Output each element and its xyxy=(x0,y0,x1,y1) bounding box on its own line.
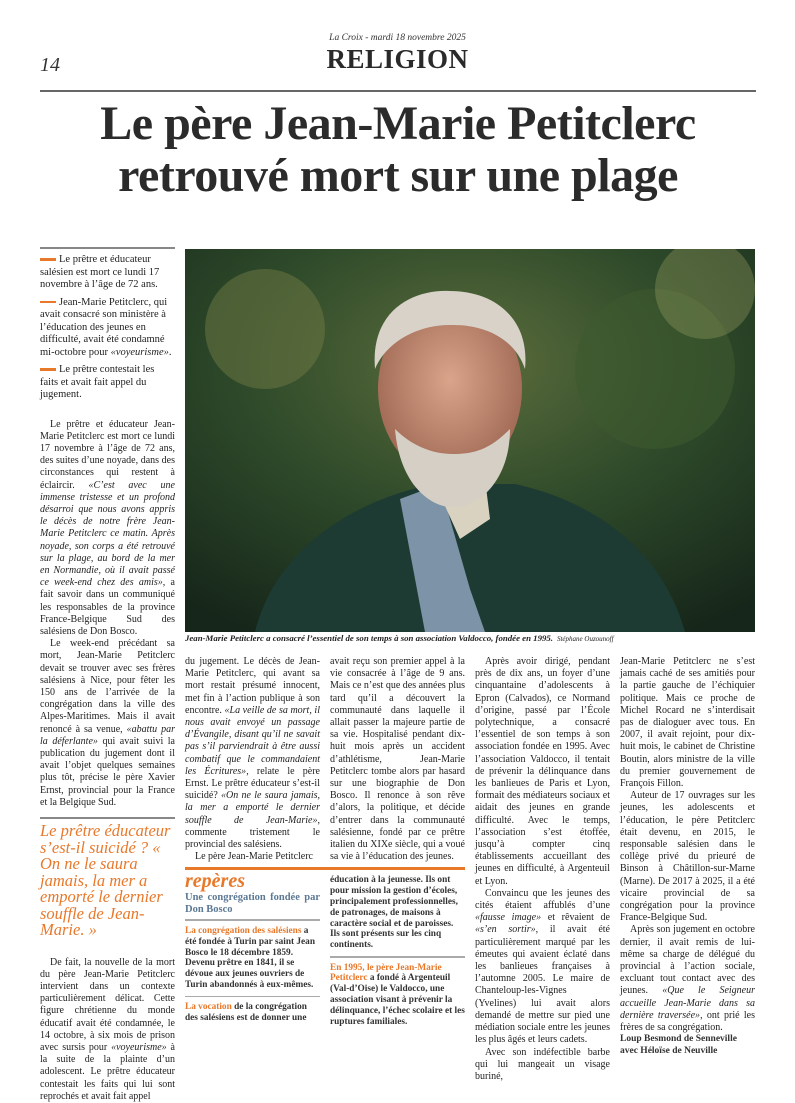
summary-bullets xyxy=(40,254,175,407)
text-run: Le père Jean-Marie Petitclerc xyxy=(195,851,313,863)
pull-quote-rule xyxy=(40,817,175,819)
byline-coauthor: avec Héloïse de Neuville xyxy=(620,1045,718,1056)
reperes-text: éducation à la jeunesse. Ils ont pour mission la gestion d’écoles, principalement professionnelles, de patronages, de maisons à caractère social et de paroisses. Ils sont présents sur les cinq continents. xyxy=(330,875,458,951)
text-run: , commente tristement le provincial des salésiens. xyxy=(185,814,320,851)
paragraph xyxy=(185,851,320,863)
byline-author: Loup Besmond de Senneville xyxy=(620,1034,737,1045)
paragraph xyxy=(40,419,175,639)
paragraph xyxy=(475,656,610,888)
text-run: Le prêtre et éducateur salésien est mort ce lundi 17 novembre à l’âge de 72 ans. xyxy=(40,254,160,290)
text-run: Le week-end précédant sa mort, Jean-Marie Petitclerc devait se trouver avec ses frères salésiens à Nice, pour fêter les 150 ans de l’arrivée de la congrégation dans la ville des Alpes-Maritimes. Mais il avait renoncé à sa venue, xyxy=(40,638,175,735)
headline-line-2: retrouvé mort sur une plage xyxy=(118,149,678,202)
article-continued xyxy=(40,957,175,1103)
text-run: avait reçu son premier appel à la vie consacrée à l’âge de 9 ans. Mais ce n’est que des années plus tard qu’il a découvert la communauté dans laquelle il allait passer la majeure partie de sa vie. Hospitalisé pendant dix-huit mois après un accident d’athlétisme, Jean-Marie Petitclerc tombe alors par hasard sur une biographie de Don Bosco. Il renonce à son rêve d’alors, la politique, et décide d’entrer dans la communauté salésienne, fondé par ce prêtre italien du XIXe siècle, qui a voué sa vie à l’éducation des jeunes. xyxy=(330,656,465,863)
quoted-text: «fausse image» xyxy=(475,912,542,924)
text-run: De fait, la nouvelle de la mort du père Jean-Marie Petitclerc intervient dans un contexte particulièrement délicat. Cette figure chrétienne du monde éducatif avait été condamnée, le 14 octobre, à six mois de prison avec sursis pour xyxy=(40,956,175,1053)
section-title: RELIGION xyxy=(326,44,469,74)
photo-caption xyxy=(185,633,755,643)
text-run: à la suite de la plainte d’un adolescent. Le prêtre éducateur contestait les faits qui lui sont reprochés et avait fait appel xyxy=(40,1041,175,1102)
page-number: 14 xyxy=(40,54,60,76)
text-run: Le prêtre contestait les faits et avait fait appel du jugement. xyxy=(40,364,155,400)
headline-line-1: Le père Jean-Marie Petitclerc xyxy=(100,97,696,150)
paragraph xyxy=(330,656,465,863)
header-rule xyxy=(40,90,756,92)
divider xyxy=(185,996,320,998)
paragraph xyxy=(40,957,175,1103)
quoted-text: «On ne le saura jamais, la mer a emporté le dernier souffle de Jean-Marie» xyxy=(185,790,320,826)
summary-item xyxy=(40,364,175,402)
article-lead xyxy=(40,419,175,810)
divider xyxy=(330,956,465,958)
reperes-subtitle: Une congrégation fondée par Don Bosco xyxy=(185,892,320,915)
summary-item xyxy=(40,297,175,360)
summary-item xyxy=(40,254,175,292)
left-column xyxy=(40,247,175,1103)
text-run: du jugement. Le décès de Jean-Marie Petitclerc, qui avant sa mort restait présumé innocent, met fin à l’action publique à son encontre. xyxy=(185,656,320,716)
text-run: Jean-Marie Petitclerc, qui avait consacré son ministère à l’éducation des jeunes en difficulté, avait été condamné mi-octobre pour xyxy=(40,296,168,358)
text-run: Après avoir dirigé, pendant près de dix ans, un foyer d’une cinquantaine d’adolescents à Epron (Calvados), ce Normand d’origine, passé par l’École polytechnique, a consacré l’essentiel de son temps à son association fondée en 1995. Avec l’association Valdocco, il tentait de prévenir la délinquance dans les banlieues de Paris et Lyon, formait des médiateurs sociaux et aidait des jeunes en grande difficulté. Avec le temps, l’association s’est étoffée, jusqu’à compter cinq établissements accueillant des jeunes en difficulté, à Argenteuil et Lyon. xyxy=(475,656,610,887)
reperes-item xyxy=(185,1002,320,1024)
text-run: Auteur de 17 ouvrages sur les jeunes, les adolescents et l’éducation, le père Petitclerc était devenu, en 2015, le responsable salésien dans le collège privé du prieuré de Binson à Châtillon-sur-Marne (Marne). De 2017 à 2025, il a été vicaire provincial de sa congrégation pour la province France-Belgique Sud. xyxy=(620,790,755,924)
reperes-highlight: La vocation xyxy=(185,1002,232,1013)
paragraph xyxy=(185,656,320,851)
quoted-text: «abattu par la déferlante» xyxy=(40,723,175,747)
summary-text xyxy=(40,297,172,358)
caption-text: Jean-Marie Petitclerc a consacré l’essentiel de son temps à son association Valdocco, fondée en 1995. xyxy=(185,633,553,643)
reperes-text: de la congrégation des salésiens est de donner une xyxy=(185,1002,307,1024)
text-run: Jean-Marie Petitclerc ne s’est jamais caché de ses amitiés pour la partie gauche de l’échiquier politique. Mais ce proche de Michel Rocard ne s’interdisait pas de dialoguer avec tous. En 2007, il avait rejoint, pour dix-huit mois, le cabinet de Christine Boutin, alors ministre de la ville du premier gouvernement de François Fillon. xyxy=(620,656,755,790)
summary-text xyxy=(40,254,159,290)
text-run: Après son jugement en octobre dernier, il avait remis de lui-même sa charge de délégué du provincial à l’action sociale, excluant tout contact avec des jeunes. xyxy=(620,924,755,997)
quoted-text: «La veille de sa mort, il nous avait envoyé un passage d’Évangile, disant qu’il ne savait pas s’il parviendrait à être aussi combatif que le commandaient les Écritures» xyxy=(185,704,320,777)
text-run: . xyxy=(168,346,172,358)
reperes-text: a fondé à Argenteuil (Val-d’Oise) le Valdocco, une association visant à prévenir la délinquance, l’échec scolaire et les ruptures familiales. xyxy=(330,973,465,1027)
article-column-4 xyxy=(475,656,610,1083)
paragraph xyxy=(475,888,610,1047)
text-run: , relate le père Ernst. Le prêtre éducateur s’est-il suicidé? xyxy=(185,765,320,802)
text-run: Avec son indéfectible barbe qui lui mangeait un visage buriné, xyxy=(475,1046,610,1082)
dateline: La Croix - mardi 18 novembre 2025 xyxy=(329,33,466,43)
orange-dash-icon xyxy=(40,301,56,304)
summary-rule xyxy=(40,247,175,249)
reperes-item xyxy=(185,926,320,991)
reperes-item xyxy=(330,963,465,1028)
portrait-photo xyxy=(185,249,755,632)
quoted-text: «s’en sortir» xyxy=(475,924,536,936)
pull-quote: Le prêtre éducateur s’est-il suicidé ? « On ne le saura jamais, la mer a emporté le dernier souffle de Jean-Marie. » xyxy=(40,821,171,939)
reperes-title: repères xyxy=(185,870,245,893)
orange-dash-icon xyxy=(40,368,56,371)
orange-dash-icon xyxy=(40,258,56,261)
text-run: et rêvaient de xyxy=(541,912,610,924)
paragraph xyxy=(40,638,175,809)
byline xyxy=(620,1034,755,1057)
article-column-2 xyxy=(185,656,320,1024)
photo-credit: Stéphane Ouzounoff xyxy=(556,635,614,643)
reperes-bar xyxy=(330,867,465,870)
quoted-text: «voyeurisme» xyxy=(111,1041,167,1053)
quoted-text: «Que le Seigneur accueille Jean-Marie dans sa dernière traversée» xyxy=(620,985,755,1021)
paragraph xyxy=(620,790,755,924)
portrait-image xyxy=(185,249,755,632)
text-run: , ont prié les frères de sa congrégation. xyxy=(620,1009,756,1034)
reperes-highlight: En 1995, le père Jean-Marie Petitclerc xyxy=(330,962,442,984)
reperes-highlight: La congrégation des salésiens xyxy=(185,925,302,936)
text-run: qui avait suivi la publication du jugement dont il avait l’objet quelques semaines plus tôt, précise le père Xavier Ernst, provincial pour la France et la Belgique Sud. xyxy=(40,735,175,808)
paragraph xyxy=(475,1047,610,1084)
divider xyxy=(185,919,320,921)
headline xyxy=(40,98,756,202)
quoted-text: «C’est avec une immense tristesse et un profond désarroi que nous avons appris le décès de notre frère Jean-Marie Petitclerc ce matin. Après noyade, son corps a été retrouvé sur la plage, au bord de la mer en Normandie, où il avait passé ce week-end chez des amis» xyxy=(40,479,175,589)
text-run: , a fait savoir dans un communiqué les responsables de la province France-Belgique Sud des salésiens de Don Bosco. xyxy=(40,577,175,637)
text-run: Convaincu que les jeunes des cités étaient affublés d’une xyxy=(475,887,610,912)
summary-text xyxy=(40,364,154,400)
paragraph xyxy=(620,656,755,790)
text-run: Le prêtre et éducateur Jean-Marie Petitclerc est mort ce lundi 17 novembre à l’âge de 72 ans, des suites d’une noyade, dans des circonstances qui restent à éclaircir. xyxy=(40,418,175,491)
article-column-5 xyxy=(620,656,755,1057)
article-column-3 xyxy=(330,656,465,1027)
reperes-text: a été fondée à Turin par saint Jean Bosco le 18 décembre 1859. Devenu prêtre en 1841, il se dévoue aux jeunes ouvriers de Turin abandonnés à eux-mêmes. xyxy=(185,925,315,990)
quoted-text: «voyeurisme» xyxy=(110,346,169,358)
text-run: , il avait été particulièrement marqué par les émeutes qui avaient éclaté dans les banlieues françaises à l’automne 2005. Le maire de Chanteloup-les-Vignes (Yvelines) lui avait alors demandé de mettre sur pied une médiation sociale entre les jeunes les plus âgés et leurs cadets. xyxy=(475,924,610,1046)
paragraph xyxy=(620,924,755,1034)
